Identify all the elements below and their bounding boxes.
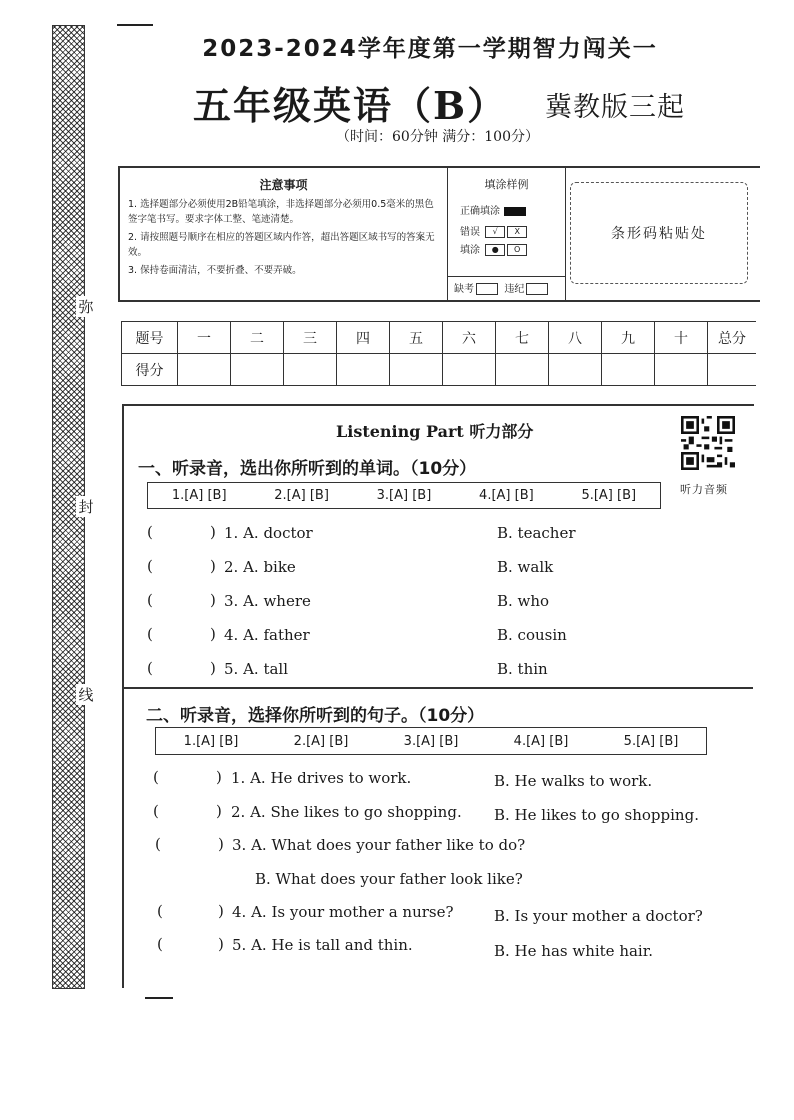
answer-paren-close: ): [210, 659, 216, 677]
option-a: 2. A. She likes to go shopping.: [231, 803, 462, 821]
option-b: B. cousin: [497, 626, 567, 644]
fill-sample-heading: 填涂样例: [484, 178, 529, 191]
option-a: 3. A. What does your father like to do?: [232, 836, 526, 854]
answer-paren-close: ): [210, 523, 216, 541]
answer-paren-close: ): [218, 902, 224, 920]
answer-option[interactable]: 1.[A] [B]: [171, 488, 227, 503]
seal-char-xian: 线: [76, 684, 96, 705]
option-b: B. walk: [497, 558, 554, 576]
option-b: B. He has white hair.: [494, 942, 654, 960]
wrong-fill-label-2: 填涂: [460, 245, 480, 256]
wrong-fill-row: [460, 223, 527, 238]
option-b: B. teacher: [497, 524, 576, 542]
column-header: 一: [178, 322, 231, 354]
answer-paren-close: ): [216, 802, 222, 820]
answer-paren-close: ): [218, 835, 224, 853]
score-cell[interactable]: [231, 354, 284, 386]
notice-item: 3. 保持卷面清洁，不要折叠、不要弄破。: [128, 265, 302, 276]
notice-item: 1. 选择题部分必须使用2B铅笔填涂，非选择题部分必须用0.5毫米的黑色签字笔书写。要求字体工整、笔迹清楚。: [128, 199, 434, 225]
answer-paren-open[interactable]: (: [147, 523, 153, 541]
column-header: 六: [443, 322, 496, 354]
correct-fill-label: 正确填涂: [460, 206, 500, 217]
fill-separator: [448, 276, 565, 277]
answer-paren-open[interactable]: (: [147, 659, 153, 677]
option-a: 1. A. doctor: [224, 524, 313, 542]
subject-title: 五年级英语（B）: [193, 83, 508, 128]
option-a: 1. A. He drives to work.: [231, 769, 412, 787]
row-header: 得分: [122, 354, 178, 386]
answer-paren-close: ): [218, 935, 224, 953]
absent-checkbox[interactable]: [476, 283, 498, 295]
check-mark-icon: √: [485, 226, 505, 238]
qr-label: 听力音频: [680, 483, 728, 496]
option-a: 5. A. tall: [224, 660, 289, 678]
option-a: 5. A. He is tall and thin.: [232, 936, 413, 954]
column-header: 五: [390, 322, 443, 354]
option-b: B. He likes to go shopping.: [494, 806, 699, 824]
column-header: 四: [337, 322, 390, 354]
notice-heading: 注意事项: [259, 178, 308, 192]
filled-block-icon: [504, 207, 526, 216]
time-info: （时间：60分钟 满分：100分）: [336, 129, 539, 145]
section1-title: 一、听录音，选出你所听到的单词。（10分）: [138, 459, 477, 479]
exam-title: 2023-2024学年度第一学期智力闯关一: [202, 36, 658, 62]
score-cell[interactable]: [549, 354, 602, 386]
option-a: 4. A. Is your mother a nurse?: [232, 903, 454, 921]
answer-paren-open[interactable]: (: [155, 835, 161, 853]
score-cell[interactable]: [443, 354, 496, 386]
answer-paren-close: ): [210, 591, 216, 609]
answer-option[interactable]: 3.[A] [B]: [403, 733, 459, 749]
answer-option[interactable]: 2.[A] [B]: [293, 733, 349, 749]
column-header: 十: [655, 322, 708, 354]
seal-char-mi: 弥: [76, 296, 96, 317]
answer-option[interactable]: 5.[A] [B]: [581, 488, 637, 503]
score-table: [121, 321, 756, 386]
option-a: 2. A. bike: [224, 558, 296, 576]
answer-option[interactable]: 4.[A] [B]: [479, 488, 534, 503]
answer-paren-open[interactable]: (: [153, 802, 159, 820]
answer-option[interactable]: 1.[A] [B]: [183, 733, 239, 749]
notice-box: [118, 166, 760, 302]
answer-option[interactable]: 3.[A] [B]: [376, 488, 432, 503]
seal-char-feng: 封: [76, 496, 96, 517]
option-b: B. who: [497, 592, 550, 610]
cross-mark-icon: X: [507, 226, 527, 238]
answer-paren-close: ): [210, 625, 216, 643]
section2-title: 二、听录音，选择你所听到的句子。（10分）: [146, 706, 485, 726]
column-header: 总分: [708, 322, 757, 354]
answer-paren-close: ): [216, 768, 222, 786]
score-cell[interactable]: [708, 354, 757, 386]
column-header: 七: [496, 322, 549, 354]
answer-paren-open[interactable]: (: [147, 625, 153, 643]
violation-label: 违纪: [504, 284, 525, 295]
section-separator: [123, 687, 753, 689]
edition-label: 冀教版三起: [545, 92, 685, 123]
answer-option[interactable]: 5.[A] [B]: [623, 733, 679, 749]
score-header-row: [122, 322, 757, 354]
option-b: B. Is your mother a doctor?: [494, 907, 703, 925]
score-cell[interactable]: [602, 354, 655, 386]
answer-paren-close: ): [210, 557, 216, 575]
absent-violation-row: [454, 280, 548, 295]
option-b: B. What does your father look like?: [255, 870, 523, 888]
violation-checkbox[interactable]: [526, 283, 548, 295]
score-cell[interactable]: [496, 354, 549, 386]
wrong-fill-label: 错误: [460, 227, 480, 238]
notice-instructions: [120, 168, 448, 300]
option-a: 3. A. where: [224, 592, 311, 610]
circle-mark-icon: O: [507, 244, 527, 256]
answer-paren-open[interactable]: (: [157, 935, 163, 953]
section1-answer-bar: [147, 482, 661, 509]
listening-title: Listening Part 听力部分: [336, 422, 534, 441]
qr-code-icon[interactable]: [681, 416, 735, 470]
column-header: 九: [602, 322, 655, 354]
score-cell[interactable]: [390, 354, 443, 386]
notice-item: 2. 请按照题号顺序在相应的答题区域内作答，超出答题区域书写的答案无效。: [128, 232, 435, 258]
column-header: 八: [549, 322, 602, 354]
section2-answer-bar: [155, 727, 707, 755]
column-header: 二: [231, 322, 284, 354]
fill-sample: [448, 168, 566, 300]
score-cell[interactable]: [284, 354, 337, 386]
answer-option[interactable]: 4.[A] [B]: [513, 733, 569, 749]
top-rule: [117, 24, 153, 26]
option-b: B. thin: [497, 660, 548, 678]
answer-paren-open[interactable]: (: [157, 902, 163, 920]
dot-mark-icon: ●: [485, 244, 505, 256]
score-cell[interactable]: [655, 354, 708, 386]
correct-fill-row: [460, 202, 526, 217]
barcode-area: 条形码粘贴处: [570, 182, 748, 284]
score-value-row: [122, 354, 757, 386]
answer-paren-open[interactable]: (: [147, 591, 153, 609]
option-b: B. He walks to work.: [494, 772, 653, 790]
bottom-rule: [145, 997, 173, 999]
answer-paren-open[interactable]: (: [153, 768, 159, 786]
column-header: 三: [284, 322, 337, 354]
option-a: 4. A. father: [224, 626, 310, 644]
answer-paren-open[interactable]: (: [147, 557, 153, 575]
score-cell[interactable]: [178, 354, 231, 386]
score-cell[interactable]: [337, 354, 390, 386]
answer-option[interactable]: 2.[A] [B]: [274, 488, 329, 503]
absent-label: 缺考: [454, 284, 474, 295]
wrong-fill-row-2: [460, 241, 527, 256]
row-header: 题号: [122, 322, 178, 354]
